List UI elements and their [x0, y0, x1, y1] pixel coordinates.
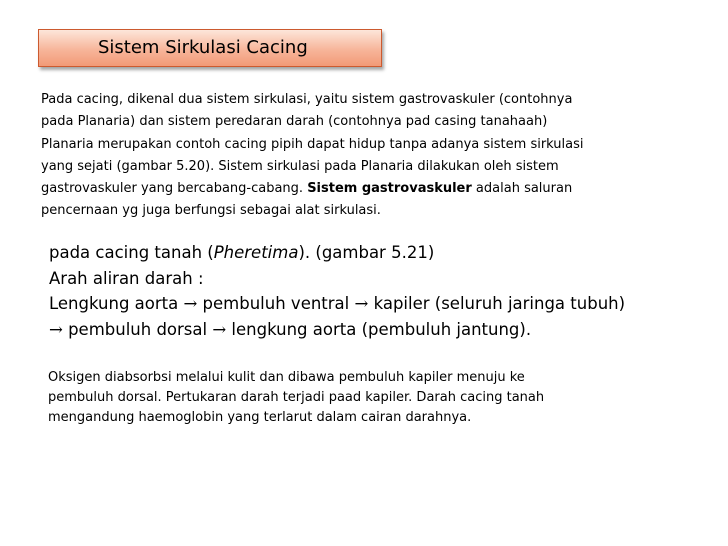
italic-term: Pheretima — [213, 243, 299, 262]
text-segment: Lengkung aorta — [49, 294, 184, 313]
text-line: Arah aliran darah : — [49, 268, 204, 288]
arrow-icon: → — [183, 294, 198, 313]
arrow-icon: → — [354, 294, 369, 313]
text-line — [41, 178, 584, 200]
text-line: yang sejati (gambar 5.20). Sistem sirkulasi pada Planaria dilakukan oleh sistem — [41, 158, 559, 174]
text-line: Oksigen diabsorbsi melalui kulit dan dibawa pembuluh kapiler menuju ke — [48, 370, 525, 385]
text-line — [49, 291, 625, 317]
text-line: Pada cacing, dikenal dua sistem sirkulasi, yaitu sistem gastrovaskuler (contohnya — [41, 92, 573, 107]
paragraph-intro — [41, 89, 584, 223]
text-segment: pembuluh ventral — [197, 294, 355, 313]
text-line: pembuluh dorsal. Pertukaran darah terjadi paad kapiler. Darah cacing tanah — [48, 390, 545, 405]
text-segment: ). (gambar 5.21) — [298, 243, 435, 262]
text-segment: pembuluh dorsal — [62, 319, 213, 339]
text-segment: kapiler (seluruh jaringa tubuh) — [368, 294, 626, 313]
slide-title: Sistem Sirkulasi Cacing — [98, 37, 308, 58]
text-line: mengandung haemoglobin yang terlarut dalam cairan darahnya. — [48, 410, 472, 425]
text-line: pencernaan yg juga berfungsi sebagai alat sirkulasi. — [41, 203, 381, 219]
text-segment: adalah saluran — [471, 181, 573, 197]
title-box — [38, 29, 382, 67]
text-line — [49, 240, 625, 266]
text-line — [49, 317, 625, 343]
text-segment: pada cacing tanah ( — [49, 243, 214, 262]
text-line: pada Planaria) dan sistem peredaran darah (contohnya pad casing tanahaah) — [41, 114, 548, 130]
text-segment: gastrovaskuler yang bercabang-cabang. — [41, 181, 308, 197]
text-line: Planaria merupakan contoh cacing pipih dapat hidup tanpa adanya sistem sirkulasi — [41, 136, 584, 152]
paragraph-blood-flow — [49, 240, 625, 342]
arrow-icon: → — [212, 319, 227, 339]
paragraph-oxygen — [48, 368, 544, 428]
text-segment: lengkung aorta (pembuluh jantung). — [226, 319, 532, 339]
arrow-icon: → — [49, 319, 63, 339]
bold-term: Sistem gastrovaskuler — [307, 181, 472, 197]
